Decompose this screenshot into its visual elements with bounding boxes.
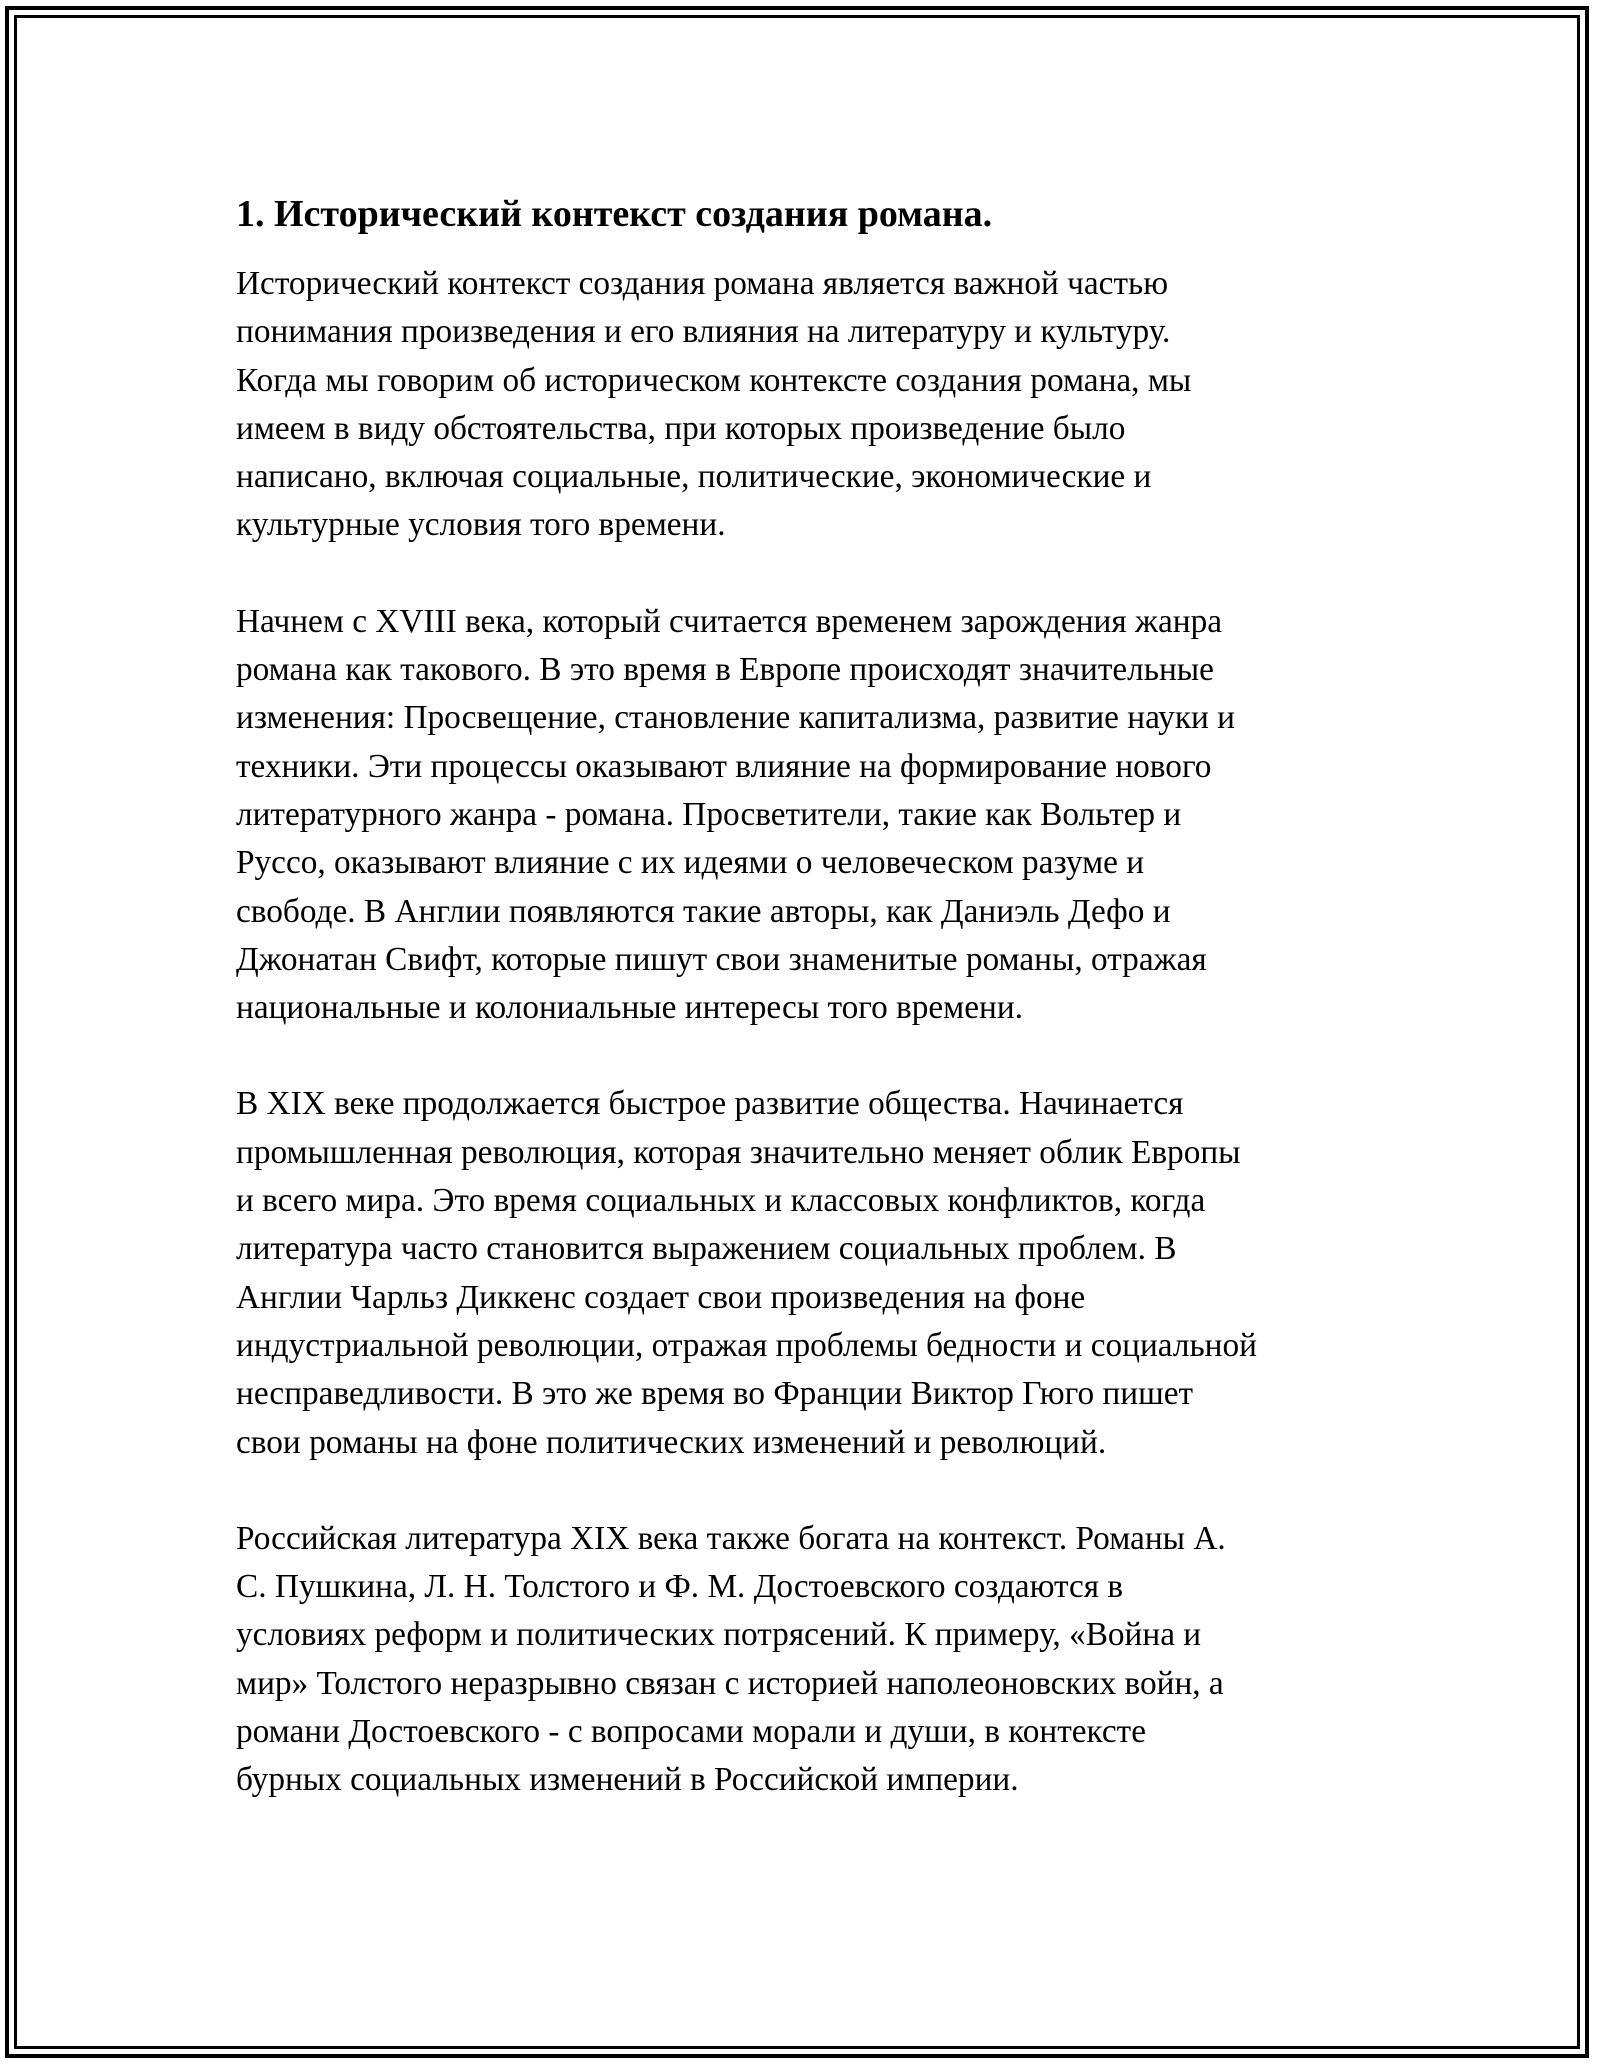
paragraph-4: Российская литература XIX века также богата на контекст. Романы А. С. Пушкина, Л. Н. Толстого и Ф. М. Достоевского создаются в условиях реформ и политических потрясений. К примеру, «Война и мир» Толстого неразрывно связан с историей наполеоновских войн, а романи Достоевского - с вопросами морали и души, в контексте бурных социальных изменений в Российской империи. xyxy=(236,1519,1226,1799)
paragraph-1: Исторический контекст создания романа является важной частью понимания произведения и его влияния на литературу и культуру. Когда мы говорим об историческом контексте создания романа, мы имеем в виду обстоятельства, при которых произведение было написано, включая социальные, политические, экономические и культурные условия того времени. xyxy=(236,265,1192,544)
paragraph-2: Начнем с XVIII века, который считается временем зарождения жанра романа как такового. В это время в Европе происходят значительные изменения: Просвещение, становление капитализма, развитие науки и техники. Эти процессы оказывают влияние на формирование нового литературного жанра - романа. Просветители, такие как Вольтер и Руссо, оказывают влияние с их идеями о человеческом разуме и свободе. В Англии появляются такие авторы, как Даниэль Дефо и Джонатан Свифт, которые пишут свои знаменитые романы, отражая национальные и колониальные интересы того времени. xyxy=(236,602,1235,1027)
document-body xyxy=(236,186,1366,1805)
paragraph-3: В XIX веке продолжается быстрое развитие общества. Начинается промышленная революция, которая значительно меняет облик Европы и всего мира. Это время социальных и классовых конфликтов, когда литература часто становится выражением социальных проблем. В Англии Чарльз Диккенс создает свои произведения на фоне индустриальной революции, отражая проблемы бедности и социальной несправедливости. В это же время во Франции Виктор Гюго пишет свои романы на фоне политических изменений и революций. xyxy=(236,1085,1257,1461)
section-heading: 1. Исторический контекст создания романа. xyxy=(236,193,993,235)
